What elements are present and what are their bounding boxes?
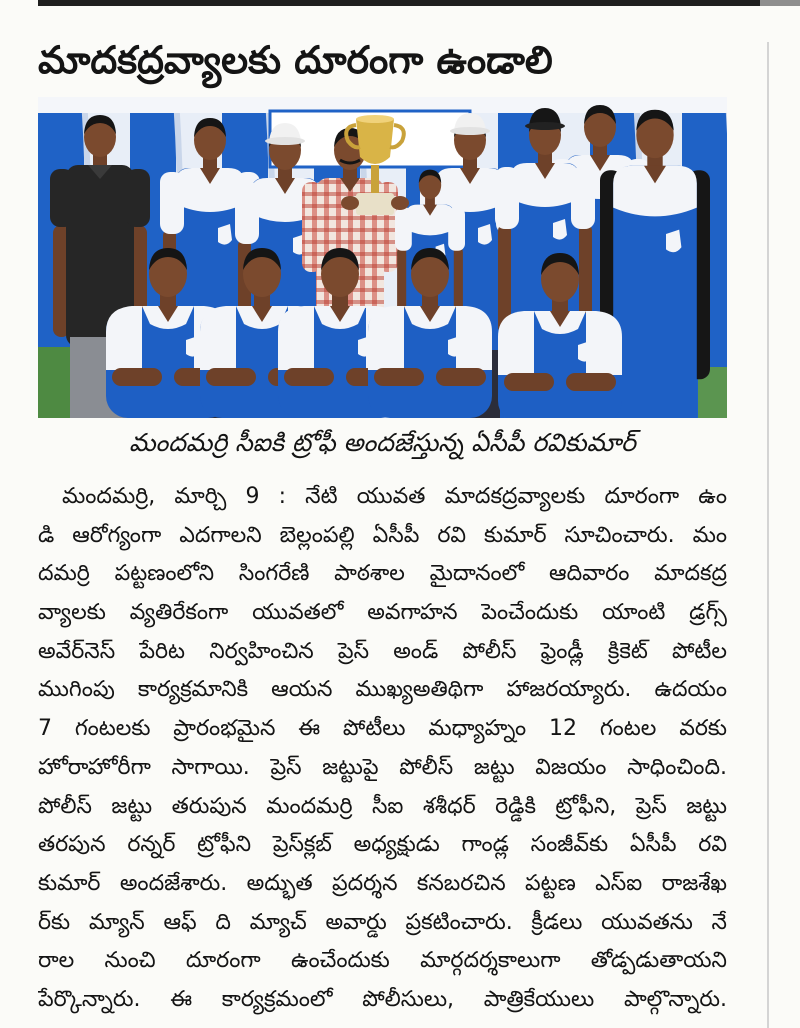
article-line: డి ఆరోగ్యంగా ఎదగాలని బెల్లంపల్లి ఏసీపీ రవి కుమార్ సూచించారు. మం	[38, 522, 727, 548]
article-line: ముగింపు కార్యక్రమానికి ఆయన ముఖ్యఅతిథిగా హాజరయ్యారు. ఉదయం	[38, 677, 727, 703]
article-line: 7 గంటలకు ప్రారంభమైన ఈ పోటీలు మధ్యాహ్నం 12 గంటల వరకు	[38, 716, 727, 742]
article-line: హోరాహోరీగా సాగాయి. ప్రెస్ జట్టుపై పోలీస్ జట్టు విజయం సాధించింది.	[38, 754, 727, 780]
team-photo-illustration	[38, 97, 727, 418]
headline: మాదకద్రవ్యాలకు దూరంగా ఉండాలి	[38, 38, 553, 82]
column-divider	[767, 42, 769, 1028]
article-line: ర్‌కు మ్యాన్ ఆఫ్ ది మ్యాచ్ అవార్డు ప్రకటించారు. క్రీడలు యువతను నే	[38, 909, 727, 935]
article-body	[38, 478, 727, 1020]
top-rule	[38, 0, 760, 6]
article-line: మందమర్రి, మార్చి 9 : నేటి యువత మాదకద్రవ్యాలకు దూరంగా ఉం	[62, 484, 727, 509]
team-photo	[38, 97, 727, 418]
cap-brim	[450, 127, 490, 135]
article-line: అవేర్‌నెస్ పేరిట నిర్వహించిన ప్రెస్ అండ్ పోలీస్ ఫ్రెండ్లీ క్రికెట్ పోటీల	[38, 638, 727, 664]
article-line: వ్యాలకు వ్యతిరేకంగా యువతలో అవగాహన పెంచేందుకు యాంటి డ్రగ్స్	[38, 600, 727, 626]
article-line: పేర్కొన్నారు. ఈ కార్యక్రమంలో పోలీసులు, పాత్రికేయులు పాల్గొన్నారు.	[38, 986, 727, 1012]
top-rule-edge	[760, 0, 800, 6]
cap-brim	[265, 137, 305, 145]
article-line: దమర్రి పట్టణంలోని సింగరేణి పాఠశాల మైదానంలో ఆదివారం మాదకద్ర	[38, 561, 727, 587]
article-line: రాల నుంచి దూరంగా ఉంచేందుకు మార్గదర్శకాలుగా తోడ్పడుతాయని	[38, 948, 727, 974]
article-line: పోలీస్ జట్టు తరుపున మందమర్రి సీఐ శశీధర్ రెడ్డికి ట్రోఫీని, ప్రెస్ జట్టు	[38, 793, 727, 819]
cap-brim	[525, 122, 565, 130]
article-line: కుమార్ అందజేశారు. అద్భుత ప్రదర్శన కనబరచిన పట్టణ ఎస్ఐ రాజశేఖ	[38, 870, 727, 896]
article-line: తరపున రన్నర్ ట్రోఫీని ప్రెస్‌క్లబ్ అధ్యక్షుడు గాండ్ల సంజీవ్‌కు ఏసీపీ రవి	[38, 832, 727, 858]
photo-caption: మందమర్రి సీఐకి ట్రోఫీ అందజేస్తున్న ఏసీపీ రవికుమార్	[129, 428, 636, 457]
